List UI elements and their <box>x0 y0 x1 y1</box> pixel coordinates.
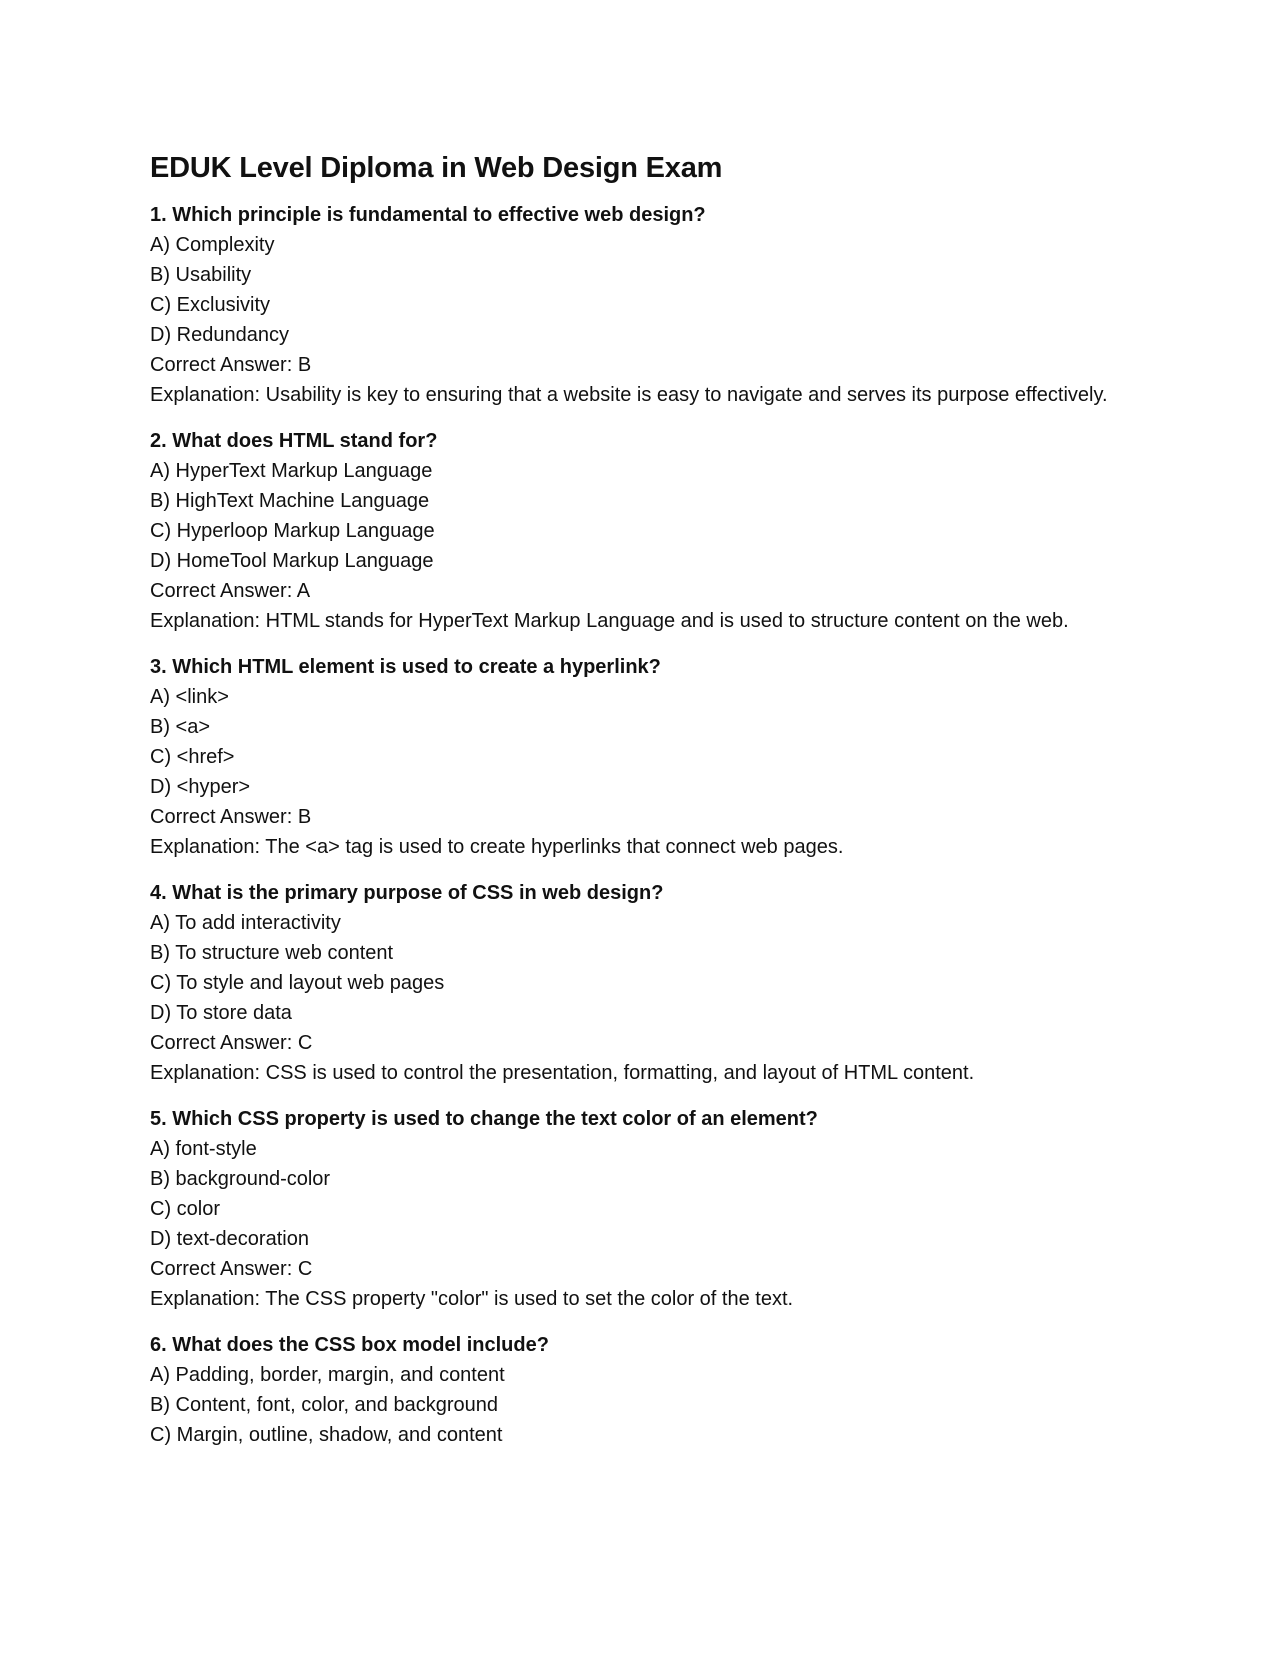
document-title: EDUK Level Diploma in Web Design Exam <box>150 152 723 184</box>
correct-answer: Correct Answer: B <box>150 806 312 828</box>
question-text: 1. Which principle is fundamental to effective web design? <box>150 204 706 226</box>
explanation: Explanation: HTML stands for HyperText Markup Language and is used to structure content on the web. <box>150 610 1069 632</box>
question-block <box>150 1104 1130 1314</box>
option-a: A) To add interactivity <box>150 912 341 934</box>
option-a: A) <link> <box>150 686 229 708</box>
question-block <box>150 426 1130 636</box>
question-text: 5. Which CSS property is used to change the text color of an element? <box>150 1108 818 1130</box>
option-a: A) font-style <box>150 1138 257 1160</box>
document-page <box>150 150 1130 1466</box>
option-b: B) To structure web content <box>150 942 394 964</box>
option-a: A) Padding, border, margin, and content <box>150 1364 505 1386</box>
option-a: A) HyperText Markup Language <box>150 460 433 482</box>
option-b: B) Usability <box>150 264 252 286</box>
option-d: D) text-decoration <box>150 1228 309 1250</box>
option-d: D) To store data <box>150 1002 292 1024</box>
option-d: D) HomeTool Markup Language <box>150 550 434 572</box>
option-c: C) <href> <box>150 746 235 768</box>
option-a: A) Complexity <box>150 234 275 256</box>
question-block <box>150 652 1130 862</box>
option-d: D) Redundancy <box>150 324 289 346</box>
option-c: C) Hyperloop Markup Language <box>150 520 435 542</box>
question-block <box>150 1330 1130 1450</box>
correct-answer: Correct Answer: C <box>150 1032 313 1054</box>
question-text: 4. What is the primary purpose of CSS in web design? <box>150 882 664 904</box>
question-block <box>150 878 1130 1088</box>
question-text: 6. What does the CSS box model include? <box>150 1334 549 1356</box>
option-c: C) To style and layout web pages <box>150 972 445 994</box>
option-c: C) Exclusivity <box>150 294 271 316</box>
explanation: Explanation: Usability is key to ensuring that a website is easy to navigate and serves its purpose effectively. <box>150 384 1108 406</box>
question-text: 3. Which HTML element is used to create a hyperlink? <box>150 656 661 678</box>
correct-answer: Correct Answer: A <box>150 580 311 602</box>
option-b: B) background-color <box>150 1168 331 1190</box>
option-d: D) <hyper> <box>150 776 251 798</box>
option-b: B) HighText Machine Language <box>150 490 430 512</box>
explanation: Explanation: The <a> tag is used to create hyperlinks that connect web pages. <box>150 836 844 858</box>
option-b: B) <a> <box>150 716 211 738</box>
option-c: C) Margin, outline, shadow, and content <box>150 1424 503 1446</box>
question-block <box>150 200 1130 410</box>
correct-answer: Correct Answer: C <box>150 1258 313 1280</box>
correct-answer: Correct Answer: B <box>150 354 312 376</box>
explanation: Explanation: CSS is used to control the presentation, formatting, and layout of HTML content. <box>150 1062 975 1084</box>
explanation: Explanation: The CSS property "color" is used to set the color of the text. <box>150 1288 794 1310</box>
option-b: B) Content, font, color, and background <box>150 1394 498 1416</box>
option-c: C) color <box>150 1198 221 1220</box>
question-text: 2. What does HTML stand for? <box>150 430 438 452</box>
